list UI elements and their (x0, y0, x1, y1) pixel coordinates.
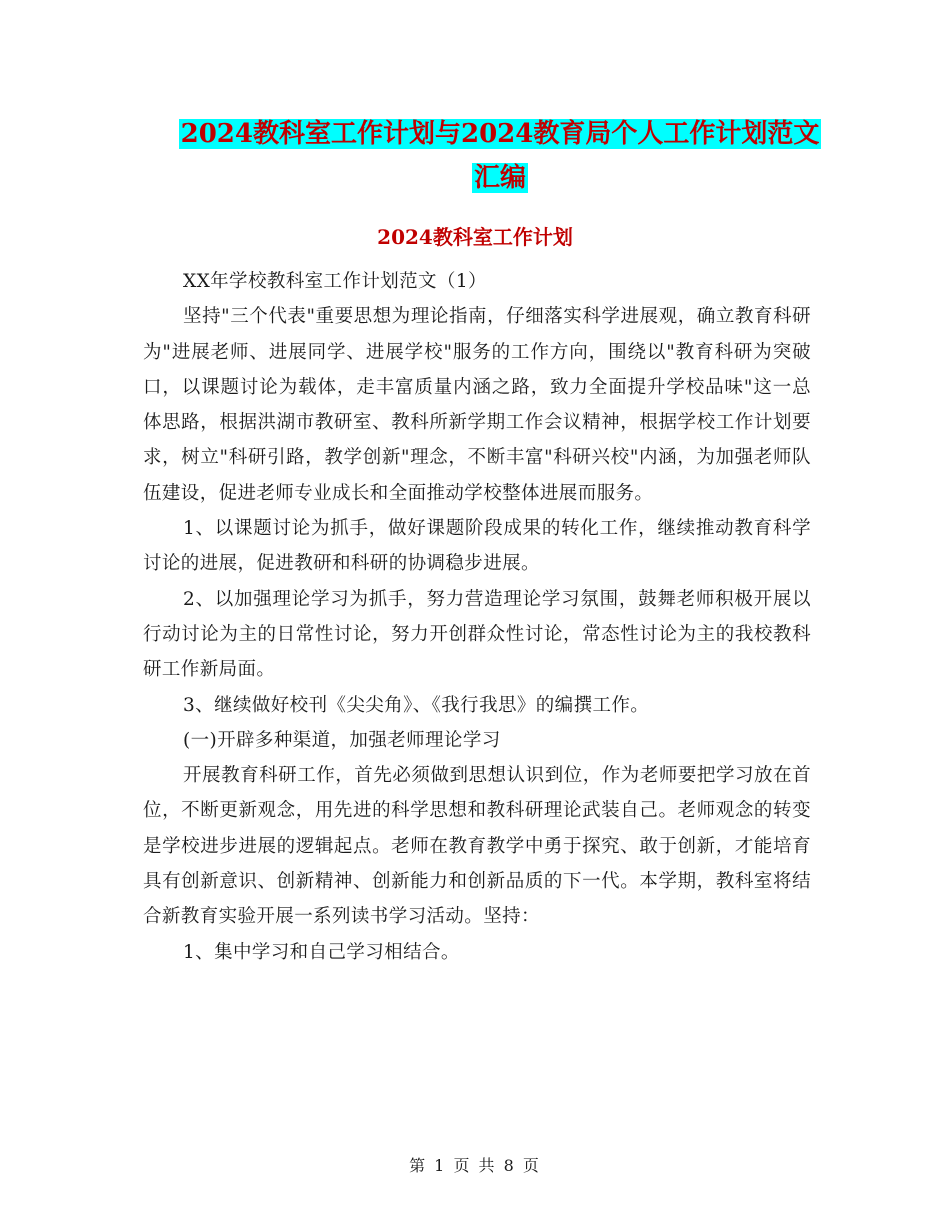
document-title-line-1: 2024教科室工作计划与2024教育局个人工作计划范文 (180, 119, 820, 149)
paragraph: 1、集中学习和自己学习相结合。 (183, 941, 460, 963)
paragraph: (一)开辟多种渠道，加强老师理论学习 (183, 729, 501, 751)
page-number-footer: 第 1 页 共 8 页 (409, 1156, 541, 1175)
document-title (140, 112, 860, 200)
paragraph: 3、继续做好校刊《尖尖角》、《我行我思》的编撰工作。 (183, 694, 650, 716)
paragraph: XX年学校教科室工作计划范文（1） (183, 271, 487, 292)
paragraph: 开展教育科研工作，首先必须做到思想认识到位，作为老师要把学习放在首位，不断更新观念，用先进的科学思想和教科研理论武装自己。老师观念的转变是学校进步进展的逻辑起点。老师在教育教学中勇于探究、敢于创新，才能培育具有创新意识、创新精神、创新能力和创新品质的下一代。本学期，教科室将结合新教育实验开展一系列读书学习活动。坚持： (143, 765, 811, 928)
document-title-line-2: 汇编 (473, 163, 526, 193)
paragraph: 1、以课题讨论为抓手，做好课题阶段成果的转化工作，继续推动教育科学讨论的进展，促进教研和科研的协调稳步进展。 (143, 518, 811, 575)
paragraph: 2、以加强理论学习为抓手，努力营造理论学习氛围，鼓舞老师积极开展以行动讨论为主的日常性讨论，努力开创群众性讨论，常态性讨论为主的我校教科研工作新局面。 (143, 588, 811, 681)
section-title: 2024教科室工作计划 (377, 225, 573, 249)
document-body (143, 264, 811, 970)
paragraph: 坚持"三个代表"重要思想为理论指南，仔细落实科学进展观，确立教育科研为"进展老师、进展同学、进展学校"服务的工作方向，围绕以"教育科研为突破口，以课题讨论为载体，走丰富质量内涵之路，致力全面提升学校品味"这一总体思路，根据洪湖市教研室、教科所新学期工作会议精神，根据学校工作计划要求，树立"科研引路，教学创新"理念，不断丰富"科研兴校"内涵，为加强老师队伍建设，促进老师专业成长和全面推动学校整体进展而服务。 (143, 306, 811, 504)
